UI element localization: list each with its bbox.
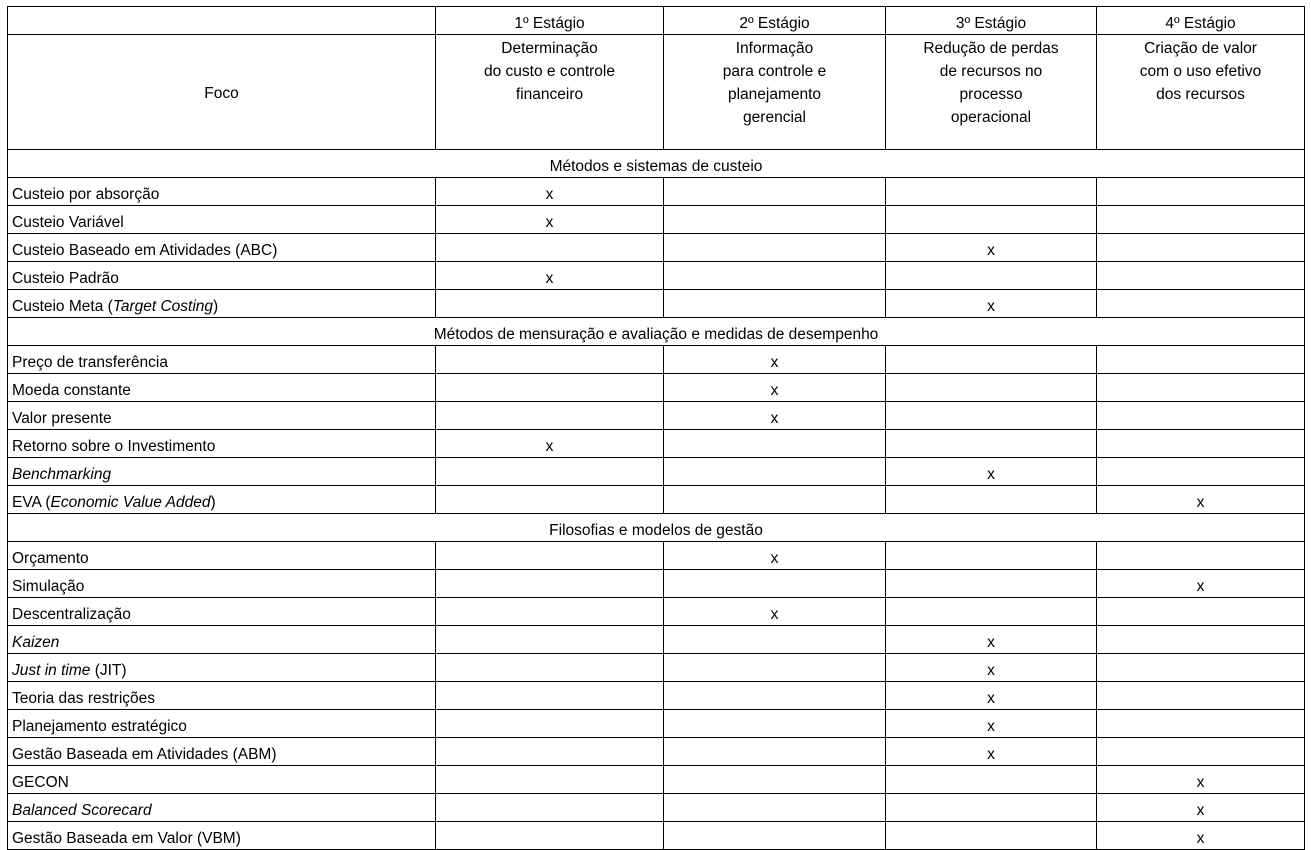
stage-3-mark: x	[886, 626, 1097, 654]
item-label	[8, 542, 436, 570]
stage-4-mark: x	[1097, 486, 1305, 514]
focus-line: Informação	[735, 40, 814, 57]
stage-1-mark: x	[436, 178, 664, 206]
stage-2-mark	[664, 766, 886, 794]
stage-3-mark: x	[886, 710, 1097, 738]
item-label-part: Preço de transferência	[12, 354, 168, 371]
stage-2-mark: x	[664, 542, 886, 570]
stage-3-mark: x	[886, 682, 1097, 710]
stage-1-mark	[436, 290, 664, 318]
item-label	[8, 234, 436, 262]
stage-2-mark	[664, 290, 886, 318]
stage-3-mark	[886, 822, 1097, 850]
item-label-part: GECON	[12, 774, 69, 791]
stage-1-mark	[436, 710, 664, 738]
stage-3-mark	[886, 766, 1097, 794]
section-title: Métodos e sistemas de custeio	[8, 150, 1305, 178]
item-label	[8, 598, 436, 626]
table-row	[8, 402, 1305, 430]
table-row	[8, 374, 1305, 402]
table-row	[8, 262, 1305, 290]
stage-1-mark: x	[436, 262, 664, 290]
stage-3-header: 3º Estágio	[886, 7, 1097, 35]
item-label	[8, 738, 436, 766]
item-label-part: Teoria das restrições	[12, 690, 156, 707]
stage-1-mark	[436, 766, 664, 794]
table-row	[8, 598, 1305, 626]
stage-3-mark: x	[886, 654, 1097, 682]
stage-4-mark	[1097, 458, 1305, 486]
stage-1-mark	[436, 822, 664, 850]
item-label-part: Valor presente	[12, 410, 112, 427]
stage-2-mark	[664, 458, 886, 486]
item-label-part: Simulação	[12, 578, 85, 595]
item-label	[8, 794, 436, 822]
section-header-row	[8, 318, 1305, 346]
table-row	[8, 458, 1305, 486]
item-label	[8, 430, 436, 458]
stage-3-mark	[886, 374, 1097, 402]
stage-3-mark	[886, 402, 1097, 430]
item-label	[8, 290, 436, 318]
stage-1-mark	[436, 458, 664, 486]
stage-4-mark	[1097, 710, 1305, 738]
stage-1-mark	[436, 654, 664, 682]
stage-1-mark	[436, 402, 664, 430]
stage-1-header: 1º Estágio	[436, 7, 664, 35]
focus-line: com o uso efetivo	[1139, 63, 1262, 80]
stage-1-mark	[436, 570, 664, 598]
item-label	[8, 766, 436, 794]
table-row	[8, 794, 1305, 822]
item-label-part: EVA (	[12, 494, 51, 511]
stage-4-mark	[1097, 542, 1305, 570]
stage-1-mark: x	[436, 206, 664, 234]
stage-4-mark	[1097, 262, 1305, 290]
stage-4-mark: x	[1097, 570, 1305, 598]
item-label-part: Gestão Baseada em Atividades (ABM)	[12, 746, 277, 763]
focus-label: Foco	[8, 35, 436, 150]
stage-4-mark	[1097, 346, 1305, 374]
stage-2-mark	[664, 178, 886, 206]
stage-3-mark	[886, 486, 1097, 514]
table-row	[8, 682, 1305, 710]
stage-2-mark: x	[664, 598, 886, 626]
table-row	[8, 542, 1305, 570]
item-label-part: Custeio por absorção	[12, 186, 160, 203]
table-row	[8, 346, 1305, 374]
item-label-part: )	[210, 494, 216, 511]
item-label	[8, 458, 436, 486]
item-label	[8, 654, 436, 682]
item-label-part: Custeio Variável	[12, 214, 124, 231]
stage-2-mark	[664, 710, 886, 738]
stage-4-mark	[1097, 402, 1305, 430]
focus-row	[8, 35, 1305, 150]
item-label-part: Economic Value Added	[50, 494, 211, 511]
table-row	[8, 738, 1305, 766]
item-label-part: Just in time	[12, 662, 91, 679]
stage-2-mark: x	[664, 374, 886, 402]
item-label	[8, 570, 436, 598]
stage-4-mark: x	[1097, 822, 1305, 850]
item-label	[8, 346, 436, 374]
item-label-part: Retorno sobre o Investimento	[12, 438, 216, 455]
stage-4-mark: x	[1097, 794, 1305, 822]
focus-line: operacional	[950, 109, 1032, 126]
stage-4-mark	[1097, 654, 1305, 682]
stage-4-mark	[1097, 234, 1305, 262]
stage-3-mark	[886, 430, 1097, 458]
stage-2-mark	[664, 626, 886, 654]
stage-1-mark	[436, 374, 664, 402]
stage-2-header: 2º Estágio	[664, 7, 886, 35]
stage-header-row	[8, 7, 1305, 35]
stage-3-focus	[886, 35, 1097, 150]
stage-3-mark	[886, 346, 1097, 374]
item-label-part: Orçamento	[12, 550, 89, 567]
stage-3-mark	[886, 794, 1097, 822]
section-title: Filosofias e modelos de gestão	[8, 514, 1305, 542]
stage-3-mark: x	[886, 290, 1097, 318]
item-label-part: Balanced Scorecard	[12, 802, 152, 819]
stage-4-mark: x	[1097, 766, 1305, 794]
focus-line: Determinação	[501, 40, 598, 57]
item-label	[8, 710, 436, 738]
focus-line: gerencial	[743, 109, 806, 126]
stage-1-focus	[436, 35, 664, 150]
item-label-part: Planejamento estratégico	[12, 718, 187, 735]
stages-table-body	[8, 7, 1305, 850]
stage-1-mark	[436, 794, 664, 822]
focus-line: de recursos no	[939, 63, 1043, 80]
stage-3-mark	[886, 178, 1097, 206]
stage-1-mark	[436, 542, 664, 570]
stage-4-mark	[1097, 374, 1305, 402]
item-label-part: (JIT)	[90, 662, 127, 679]
stage-4-mark	[1097, 430, 1305, 458]
focus-line: processo	[959, 86, 1023, 103]
table-row	[8, 486, 1305, 514]
table-row	[8, 290, 1305, 318]
stage-1-mark	[436, 682, 664, 710]
item-label	[8, 178, 436, 206]
stage-1-mark	[436, 598, 664, 626]
item-label	[8, 374, 436, 402]
item-label-part: Custeio Padrão	[12, 270, 119, 287]
item-label-part: Target Costing	[112, 298, 214, 315]
table-row	[8, 178, 1305, 206]
table-row	[8, 654, 1305, 682]
stage-1-mark	[436, 738, 664, 766]
table-row	[8, 206, 1305, 234]
stage-4-mark	[1097, 682, 1305, 710]
table-row	[8, 234, 1305, 262]
stage-4-header: 4º Estágio	[1097, 7, 1305, 35]
stage-4-mark	[1097, 626, 1305, 654]
corner-cell	[8, 7, 436, 35]
item-label-part: Benchmarking	[12, 466, 112, 483]
table-row	[8, 822, 1305, 850]
stage-3-mark	[886, 206, 1097, 234]
stage-4-mark	[1097, 178, 1305, 206]
stage-4-mark	[1097, 738, 1305, 766]
stage-1-mark	[436, 234, 664, 262]
item-label	[8, 822, 436, 850]
stage-3-mark: x	[886, 234, 1097, 262]
stage-1-mark	[436, 486, 664, 514]
section-header-row	[8, 150, 1305, 178]
table-row	[8, 430, 1305, 458]
section-header-row	[8, 514, 1305, 542]
table-row	[8, 766, 1305, 794]
item-label-part: Kaizen	[12, 634, 60, 651]
stage-1-mark: x	[436, 430, 664, 458]
stage-4-mark	[1097, 206, 1305, 234]
stage-2-mark: x	[664, 402, 886, 430]
focus-line: para controle e	[722, 63, 827, 80]
item-label	[8, 626, 436, 654]
stage-4-mark	[1097, 598, 1305, 626]
stage-4-focus	[1097, 35, 1305, 150]
item-label-part: Custeio Meta (	[12, 298, 113, 315]
focus-line: planejamento	[727, 86, 822, 103]
focus-line: Criação de valor	[1144, 40, 1257, 57]
section-title: Métodos de mensuração e avaliação e medidas de desempenho	[8, 318, 1305, 346]
item-label	[8, 206, 436, 234]
stage-3-mark	[886, 598, 1097, 626]
stage-2-mark	[664, 234, 886, 262]
focus-line: Redução de perdas	[923, 40, 1059, 57]
stage-3-mark: x	[886, 458, 1097, 486]
stage-2-focus	[664, 35, 886, 150]
stage-1-mark	[436, 346, 664, 374]
stage-3-mark	[886, 542, 1097, 570]
focus-line: do custo e controle	[484, 63, 615, 80]
stage-3-mark	[886, 570, 1097, 598]
stage-3-mark: x	[886, 738, 1097, 766]
stage-2-mark: x	[664, 346, 886, 374]
item-label-part: Moeda constante	[12, 382, 131, 399]
item-label-part: Descentralização	[12, 606, 131, 623]
stage-3-mark	[886, 262, 1097, 290]
stage-2-mark	[664, 430, 886, 458]
table-row	[8, 626, 1305, 654]
table-row	[8, 710, 1305, 738]
stage-2-mark	[664, 682, 886, 710]
focus-line: dos recursos	[1156, 86, 1245, 103]
item-label-part: Custeio Baseado em Atividades (ABC)	[12, 242, 278, 259]
stages-table	[7, 6, 1305, 850]
stage-1-mark	[436, 626, 664, 654]
stage-2-mark	[664, 206, 886, 234]
stage-2-mark	[664, 822, 886, 850]
item-label	[8, 402, 436, 430]
table-row	[8, 570, 1305, 598]
stage-2-mark	[664, 794, 886, 822]
stage-2-mark	[664, 570, 886, 598]
item-label	[8, 262, 436, 290]
stage-4-mark	[1097, 290, 1305, 318]
stage-2-mark	[664, 262, 886, 290]
stage-2-mark	[664, 654, 886, 682]
item-label	[8, 682, 436, 710]
item-label	[8, 486, 436, 514]
item-label-part: Gestão Baseada em Valor (VBM)	[12, 830, 241, 847]
focus-line: financeiro	[515, 86, 584, 103]
item-label-part: )	[213, 298, 219, 315]
stage-2-mark	[664, 738, 886, 766]
stage-2-mark	[664, 486, 886, 514]
